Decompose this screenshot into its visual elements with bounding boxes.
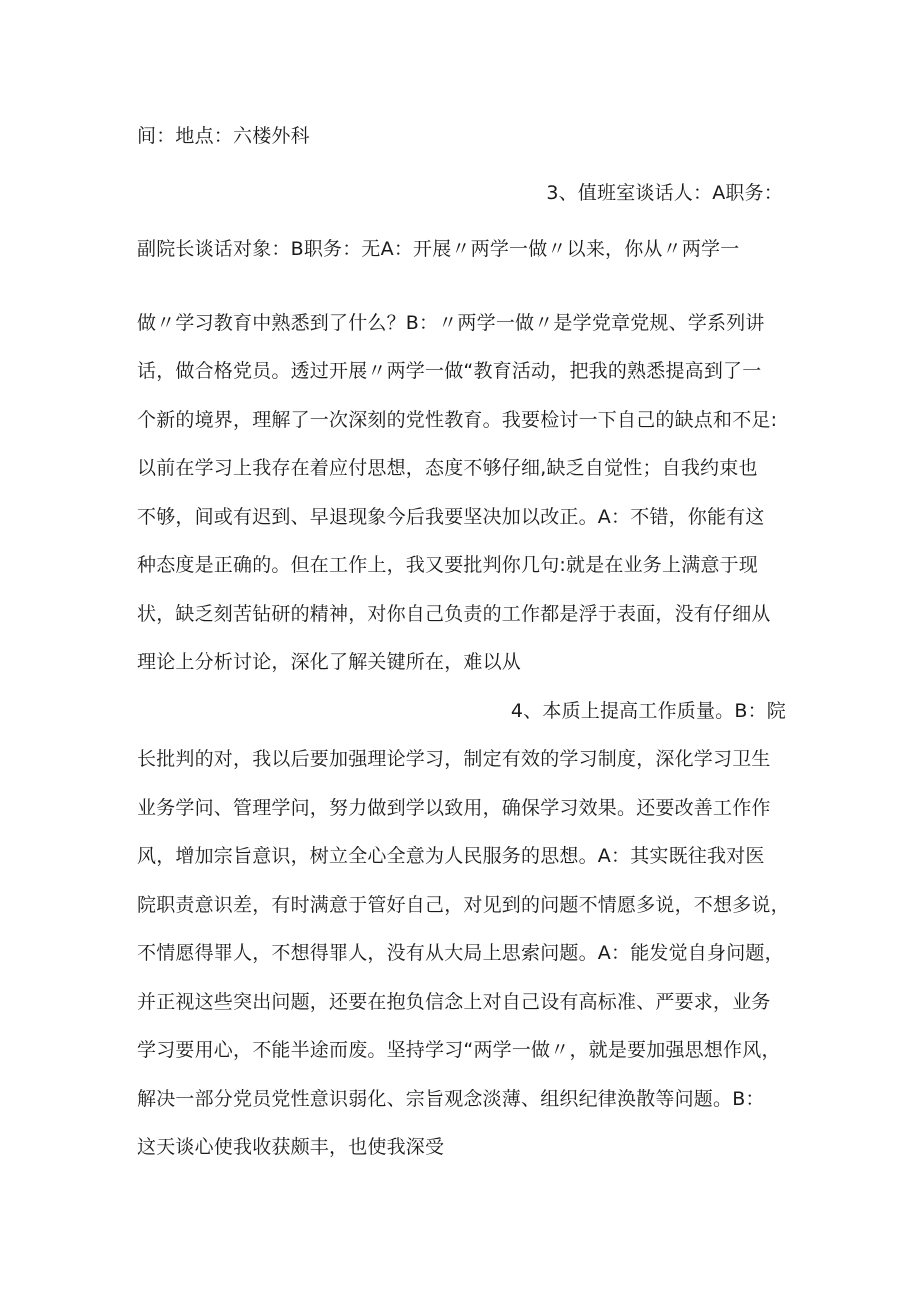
text-line-21: 这天谈心使我收获颇丰，也使我深受: [137, 1136, 445, 1158]
text-line-1: 间：地点：六楼外科: [137, 125, 310, 147]
text-line-10: 状，缺乏刻苦钻研的精神，对你自己负责的工作都是浮于表面，没有仔细从: [137, 603, 771, 625]
text-line-17: 不情愿得罪人，不想得罪人，没有从大局上思索问题。A：能发觉自身问题，: [137, 942, 784, 964]
text-line-7: 以前在学习上我存在着应付思想，态度不够仔细,缺乏自觉性；自我约束也: [137, 457, 758, 479]
text-line-18: 并正视这些突出问题，还要在抱负信念上对自己设有高标准、严要求，业务: [137, 991, 771, 1013]
text-line-19: 学习要用心，不能半途而废。坚持学习“两学一做〃，就是要加强思想作风，: [137, 1039, 781, 1061]
text-line-14: 业务学问、管理学问，努力做到学以致用，确保学习效果。还要改善工作作: [137, 797, 771, 819]
text-line-16: 院职责意识差，有时满意于管好自己，对见到的问题不情愿多说，不想多说，: [137, 894, 790, 916]
text-line-20: 解决一部分党员党性意识弱化、宗旨观念淡薄、组织纪律涣散等问题。B：: [137, 1088, 765, 1110]
text-line-6: 个新的境界，理解了一次深刻的党性教育。我要检讨一下自己的缺点和不足:: [137, 409, 778, 431]
text-line-9: 种态度是正确的。但在工作上，我又要批判你几句:就是在业务上满意于现: [137, 554, 759, 576]
text-line-12: 4、本质上提高工作质量。B：院: [510, 700, 786, 722]
text-line-3: 副院长谈话对象：B职务：无A：开展〃两学一做〃以来，你从〃两学一: [137, 238, 740, 260]
text-line-13: 长批判的对，我以后要加强理论学习，制定有效的学习制度，深化学习卫生: [137, 748, 771, 770]
text-line-2: 3、值班室谈话人：A职务：: [546, 182, 783, 204]
text-line-8: 不够，间或有迟到、早退现象今后我要坚决加以改正。A：不错，你能有这: [137, 506, 765, 528]
text-line-15: 风，增加宗旨意识，树立全心全意为人民服务的思想。A：其实既往我对医: [137, 845, 765, 867]
text-line-11: 理论上分析讨论，深化了解关键所在，难以从: [137, 651, 522, 673]
text-line-4: 做〃学习教育中熟悉到了什么？B：〃两学一做〃是学党章党规、学系列讲: [137, 312, 765, 334]
text-line-5: 话，做合格党员。透过开展〃两学一做“教育活动，把我的熟悉提高到了一: [137, 360, 762, 382]
